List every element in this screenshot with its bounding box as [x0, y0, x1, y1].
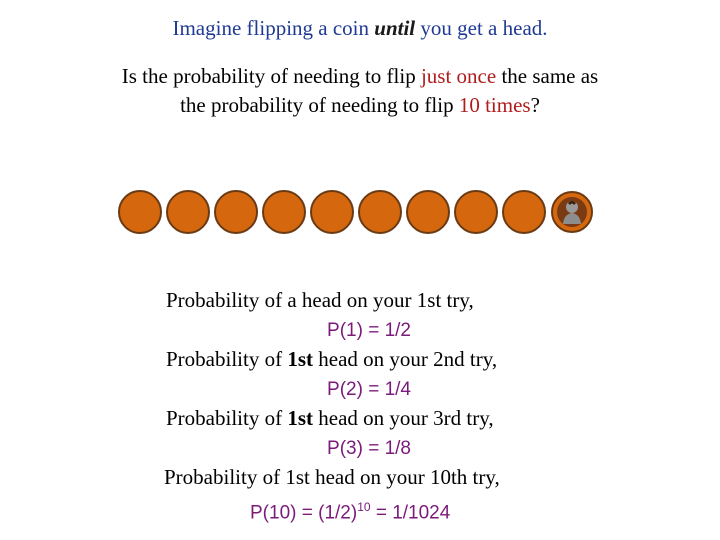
- tail-coin-icon: [214, 190, 258, 234]
- question-part3: ?: [530, 93, 540, 117]
- tail-coin-icon: [502, 190, 546, 234]
- prob-10-label: Probability of 1st head on your 10th try,: [164, 465, 500, 489]
- question-part2: the same as the probability of needing to flip: [180, 64, 599, 117]
- title-after: you get a head.: [415, 16, 548, 40]
- prob-10-exponent: 10: [357, 499, 371, 514]
- tail-coin-icon: [262, 190, 306, 234]
- tail-coin-icon: [406, 190, 450, 234]
- prob-2-formula: P(2) = 1/4: [327, 378, 411, 400]
- prob-10-formula: $P(10) = (1/2)^{10} = 1/1024$: [250, 499, 451, 523]
- title-line: [0, 16, 720, 41]
- head-coin-icon: [550, 190, 594, 234]
- prob-3-formula: P(3) = 1/8: [327, 437, 411, 459]
- probability-list: [150, 286, 580, 527]
- tail-coin-icon: [310, 190, 354, 234]
- question-text: [110, 62, 610, 120]
- tail-coin-icon: [454, 190, 498, 234]
- coin-row: [118, 190, 600, 238]
- question-part1: Is the probability of needing to flip: [121, 64, 421, 88]
- prob-1-label: Probability of a head on your 1st try,: [166, 288, 474, 312]
- tail-coin-icon: [358, 190, 402, 234]
- title-emphasis: until: [374, 16, 416, 40]
- title-before: Imagine flipping a coin: [172, 16, 375, 40]
- tail-coin-icon: [118, 190, 162, 234]
- tail-coin-icon: [166, 190, 210, 234]
- question-highlight-once: just once: [420, 64, 497, 88]
- prob-3-label: Probability of 1st head on your 3rd try,: [166, 406, 494, 430]
- prob-1-formula: P(1) = 1/2: [327, 319, 411, 341]
- question-highlight-ten: 10 times: [458, 93, 531, 117]
- prob-2-label: Probability of 1st head on your 2nd try,: [166, 347, 498, 371]
